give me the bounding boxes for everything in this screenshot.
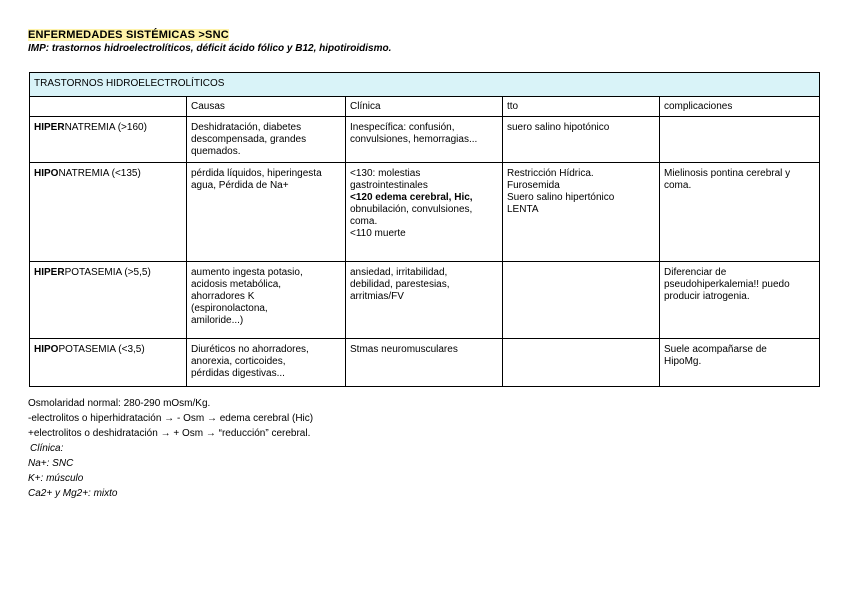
cell-clinica: Inespecífica: confusión, convulsiones, hemorragias... bbox=[346, 117, 503, 163]
row-name: HIPOPOTASEMIA (<3,5) bbox=[30, 339, 187, 387]
cell-clinica: <130: molestias gastrointestinales <120 edema cerebral, Hic, obnubilación, convulsiones, coma. <110 muerte bbox=[346, 163, 503, 262]
note-line: -electrolitos o hiperhidratación → - Osm → edema cerebral (Hic) bbox=[28, 413, 314, 424]
cell-tto bbox=[503, 339, 660, 387]
section-header: TRASTORNOS HIDROELECTROLÍTICOS bbox=[30, 73, 820, 97]
cell-complicaciones: Mielinosis pontina cerebral y coma. bbox=[660, 163, 820, 262]
note-italic-line: K+: músculo bbox=[28, 473, 84, 484]
cell-tto: suero salino hipotónico bbox=[503, 117, 660, 163]
note-italic-line: Clínica: bbox=[30, 443, 64, 454]
cell-clinica: Stmas neuromusculares bbox=[346, 339, 503, 387]
column-header-row bbox=[30, 97, 820, 117]
cell-causas: Deshidratación, diabetes descompensada, grandes quemados. bbox=[187, 117, 346, 163]
note-italic-line: Na+: SNC bbox=[28, 458, 74, 469]
notes-block bbox=[28, 396, 313, 501]
table-row bbox=[30, 339, 820, 387]
header-complicaciones: complicaciones bbox=[660, 97, 820, 117]
cell-complicaciones bbox=[660, 117, 820, 163]
electrolyte-table bbox=[29, 72, 820, 387]
document-title: ENFERMEDADES SISTÉMICAS >SNC bbox=[28, 29, 229, 41]
empty-header-cell bbox=[30, 97, 187, 117]
cell-tto bbox=[503, 262, 660, 339]
header-causas: Causas bbox=[187, 97, 346, 117]
row-name: HIPERNATREMIA (>160) bbox=[30, 117, 187, 163]
cell-causas: aumento ingesta potasio, acidosis metabólica, ahorradores K (espironolactona, amiloride...) bbox=[187, 262, 346, 339]
cell-clinica: ansiedad, irritabilidad, debilidad, parestesias, arritmias/FV bbox=[346, 262, 503, 339]
cell-tto: Restricción Hídrica. Furosemida Suero salino hipertónico LENTA bbox=[503, 163, 660, 262]
cell-complicaciones: Suele acompañarse de HipoMg. bbox=[660, 339, 820, 387]
row-name: HIPERPOTASEMIA (>5,5) bbox=[30, 262, 187, 339]
cell-causas: Diuréticos no ahorradores, anorexia, corticoides, pérdidas digestivas... bbox=[187, 339, 346, 387]
row-name: HIPONATREMIA (<135) bbox=[30, 163, 187, 262]
note-line: +electrolitos o deshidratación → + Osm → “reducción” cerebral. bbox=[28, 428, 311, 439]
note-line: Osmolaridad normal: 280-290 mOsm/Kg. bbox=[28, 398, 211, 409]
cell-complicaciones: Diferenciar de pseudohiperkalemia!! puedo producir iatrogenia. bbox=[660, 262, 820, 339]
table-row bbox=[30, 117, 820, 163]
header-tto: tto bbox=[503, 97, 660, 117]
document-subtitle: IMP: trastornos hidroelectrolíticos, déficit ácido fólico y B12, hipotiroidismo. bbox=[28, 43, 392, 54]
header-clinica: Clínica bbox=[346, 97, 503, 117]
cell-causas: pérdida líquidos, hiperingesta agua, Pérdida de Na+ bbox=[187, 163, 346, 262]
table-row bbox=[30, 163, 820, 262]
table-row bbox=[30, 262, 820, 339]
note-italic-line: Ca2+ y Mg2+: mixto bbox=[28, 488, 118, 499]
